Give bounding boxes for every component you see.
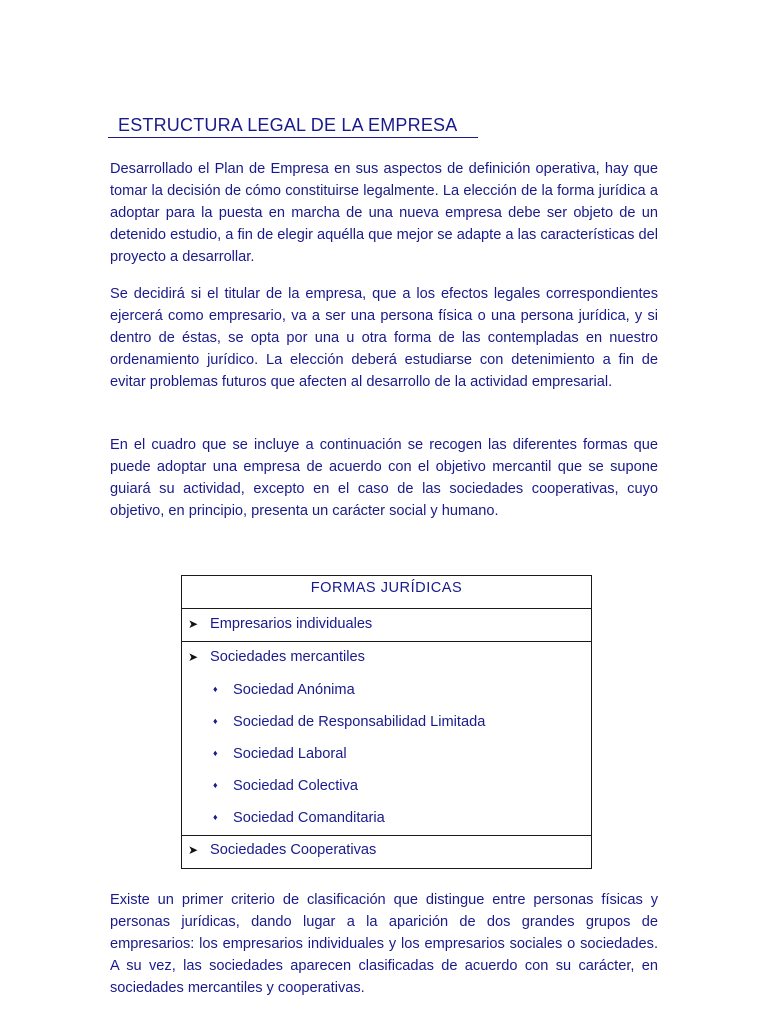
arrow-bullet-icon: ➤: [188, 617, 199, 631]
table-row-sociedades-mercantiles: [182, 642, 591, 836]
sub-item-label: Sociedad Anónima: [233, 682, 355, 699]
paragraph-decision: Se decidirá si el titular de la empresa, que a los efectos legales correspondientes ejercerá como empresario, va a ser una persona física o una persona jurídica, y si dentro de éstas, se opta por una u otra forma de las contempladas en nuestro ordenamiento jurídico. La elección deberá estudiarse con detenimiento a fin de evitar problemas futuros que afecten al desarrollo de la actividad empresarial.: [110, 286, 658, 390]
diamond-bullet-icon: ♦: [213, 748, 218, 759]
sub-item-label: Sociedad de Responsabilidad Limitada: [233, 714, 486, 731]
row-label: Sociedades mercantiles: [210, 649, 365, 665]
arrow-bullet-icon: ➤: [188, 650, 199, 664]
sub-item-label: Sociedad Comanditaria: [233, 810, 385, 827]
row-label: Empresarios individuales: [210, 616, 373, 632]
list-item-sociedad-laboral: [210, 743, 347, 765]
sub-item-label: Sociedad Laboral: [233, 746, 347, 763]
diamond-bullet-icon: ♦: [213, 716, 218, 727]
table-header: FORMAS JURÍDICAS: [182, 576, 591, 609]
document-title: ESTRUCTURA LEGAL DE LA EMPRESA: [108, 113, 478, 138]
row-label: Sociedades Cooperativas: [210, 842, 377, 858]
legal-forms-table: [181, 575, 592, 869]
list-item-sociedad-colectiva: [210, 775, 358, 797]
list-item-sociedad-comanditaria: [210, 807, 385, 829]
diamond-bullet-icon: ♦: [213, 812, 218, 823]
paragraph-table-intro: En el cuadro que se incluye a continuación se recogen las diferentes formas que puede adoptar una empresa de acuerdo con el objetivo mercantil que se supone guiará su actividad, excepto en el caso de las sociedades cooperativas, cuyo objetivo, en principio, presenta un carácter social y humano.: [110, 437, 658, 519]
table-row-empresarios-individuales: [182, 609, 591, 642]
paragraph-intro: Desarrollado el Plan de Empresa en sus aspectos de definición operativa, hay que tomar la decisión de cómo constituirse legalmente. La elección de la forma jurídica a adoptar para la puesta en marcha de una nueva empresa debe ser objeto de un detenido estudio, a fin de elegir aquélla que mejor se adapte a las características del proyecto a desarrollar.: [110, 161, 658, 265]
diamond-bullet-icon: ♦: [213, 780, 218, 791]
arrow-bullet-icon: ➤: [188, 843, 199, 857]
sub-item-label: Sociedad Colectiva: [233, 778, 358, 795]
paragraph-classification: Existe un primer criterio de clasificación que distingue entre personas físicas y personas jurídicas, dando lugar a la aparición de dos grandes grupos de empresarios: los empresarios individuales y los empresarios sociales o sociedades. A su vez, las sociedades aparecen clasificadas de acuerdo con su carácter, en sociedades mercantiles y cooperativas.: [110, 892, 658, 996]
table-row-sociedades-cooperativas: [182, 836, 591, 868]
list-item-sociedad-responsabilidad-limitada: [210, 711, 485, 733]
diamond-bullet-icon: ♦: [213, 684, 218, 695]
list-item-sociedad-anonima: [210, 679, 355, 701]
